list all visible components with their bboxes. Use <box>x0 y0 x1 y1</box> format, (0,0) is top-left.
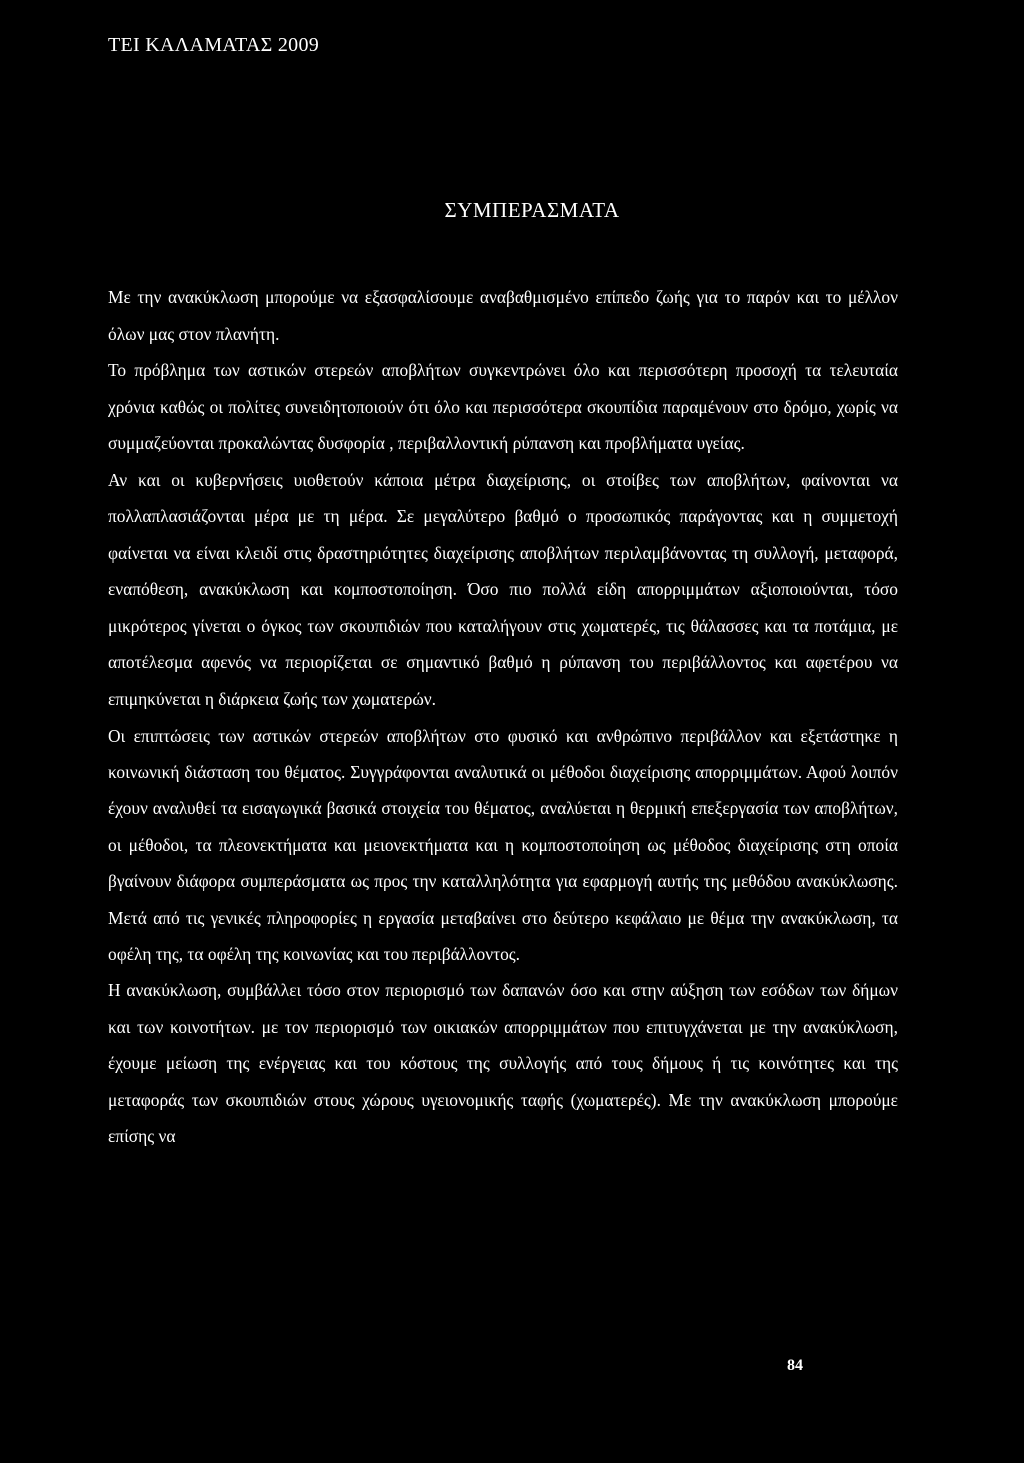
body-text <box>108 279 898 1154</box>
paragraph-intro: Με την ανακύκλωση μπορούμε να εξασφαλίσουμε αναβαθμισμένο επίπεδο ζωής για το παρόν και το μέλλον όλων μας στον πλανήτη. <box>108 287 898 344</box>
paragraph-recycling-benefits: Η ανακύκλωση, συμβάλλει τόσο στον περιορισμό των δαπανών όσο και στην αύξηση των εσόδων των δήμων και των κοινοτήτων. με τον περιορισμό των οικιακών απορριμμάτων που επιτυγχάνεται με την ανακύκλωση, έχουμε μείωση της ενέργειας και του κόστους της συλλογής από τους δήμους ή τις κοινότητες και της μεταφοράς των σκουπιδιών στους χώρους υγειονομικής ταφής (χωματερές). Με την ανακύκλωση μπορούμε επίσης να <box>108 980 898 1147</box>
paragraph-impacts: Οι επιπτώσεις των αστικών στερεών αποβλήτων στο φυσικό και ανθρώπινο περιβάλλον και εξετάστηκε η κοινωνική διάσταση του θέματος. Συγγράφονται αναλυτικά οι μέθοδοι διαχείρισης απορριμμάτων. Αφού λοιπόν έχουν αναλυθεί τα εισαγωγικά βασικά στοιχεία του θέματος, αναλύεται η θερμική επεξεργασία των αποβλήτων, οι μέθοδοι, τα πλεονεκτήματα και μειονεκτήματα και η κομποστοποίηση ως μέθοδος διαχείρισης στη οποία βγαίνουν διάφορα συμπεράσματα ως προς την καταλληλότητα για εφαρμογή αυτής της μεθόδου ανακύκλωσης. Μετά από τις γενικές πληροφορίες η εργασία μεταβαίνει στο δεύτερο κεφάλαιο με θέμα την ανακύκλωση, τα οφέλη της, τα οφέλη της κοινωνίας και του περιβάλλοντος. <box>108 725 898 964</box>
paragraph-problem: Το πρόβλημα των αστικών στερεών αποβλήτων συγκεντρώνει όλο και περισσότερη προσοχή τα τελευταία χρόνια καθώς οι πολίτες συνειδητοποιούν ότι όλο και περισσότερα σκουπίδια παραμένουν στο δρόμο, χωρίς να συμμαζεύονται προκαλώντας δυσφορία , περιβαλλοντική ρύπανση και προβλήματα υγείας. <box>108 360 898 454</box>
running-header: ΤΕΙ ΚΑΛΑΜΑΤΑΣ 2009 <box>108 34 320 56</box>
section-title: ΣΥΜΠΕΡΑΣΜΑΤΑ <box>444 198 620 222</box>
paragraph-management: Αν και οι κυβερνήσεις υιοθετούν κάποια μέτρα διαχείρισης, οι στοίβες των αποβλήτων, φαίνονται να πολλαπλασιάζονται μέρα με τη μέρα. Σε μεγαλύτερο βαθμό ο προσωπικός παράγοντας και η συμμετοχή φαίνεται να είναι κλειδί στις δραστηριότητες διαχείρισης αποβλήτων περιλαμβάνοντας τη συλλογή, μεταφορά, εναπόθεση, ανακύκλωση και κομποστοποίηση. Όσο πιο πολλά είδη απορριμμάτων αξιοποιούνται, τόσο μικρότερος γίνεται ο όγκος των σκουπιδιών που καταλήγουν στις χωματερές, τις θάλασσες και τα ποτάμια, με αποτέλεσμα αφενός να περιορίζεται σε σημαντικό βαθμό η ρύπανση του περιβάλλοντος και αφετέρου να επιμηκύνεται η διάρκεια ζωής των χωματερών. <box>108 469 898 710</box>
page-number: 84 <box>787 1357 803 1374</box>
